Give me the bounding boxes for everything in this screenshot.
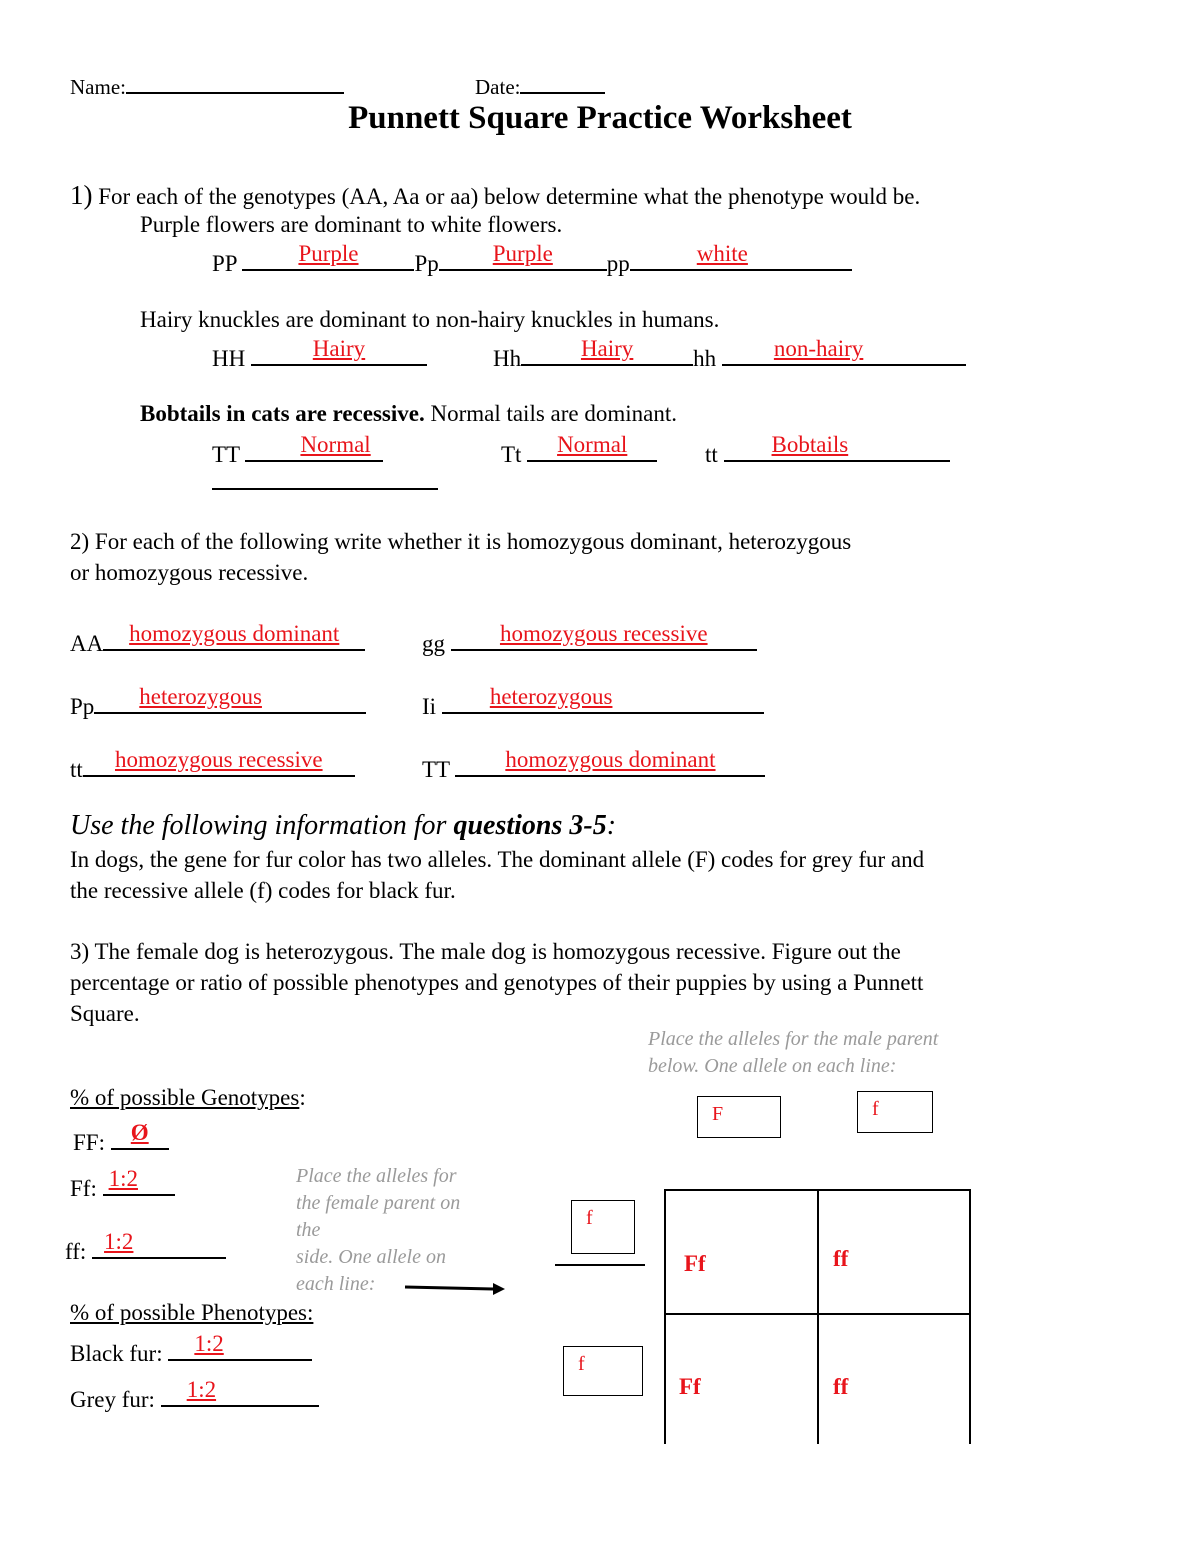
female-hint-line: the female parent on [296, 1192, 461, 1214]
answer-blank[interactable] [455, 749, 765, 777]
q2-item [422, 686, 764, 720]
flowers-statement: Purple flowers are dominant to white flowers. [140, 212, 563, 237]
punnett-cell[interactable]: ff [833, 1374, 849, 1399]
answer-blank[interactable] [442, 686, 764, 714]
grid-line [969, 1189, 971, 1444]
allele-text: F [712, 1103, 724, 1125]
answer-text: heterozygous [139, 684, 262, 709]
genotype-label: TT [422, 757, 450, 782]
name-field [70, 72, 344, 100]
genotype-label: ff: [65, 1239, 87, 1264]
tails-row [212, 434, 383, 468]
info-heading-bold: questions 3-5 [453, 810, 607, 841]
tails-row-2 [501, 434, 657, 468]
tails-statement-bold: Bobtails in cats are recessive. [140, 401, 425, 426]
tails-statement [140, 401, 677, 427]
male-allele-box[interactable] [697, 1096, 781, 1138]
answer-blank[interactable] [161, 1379, 319, 1407]
info-heading-italic: Use the following information for [70, 810, 454, 841]
answer-blank[interactable] [94, 686, 366, 714]
knuckles-statement: Hairy knuckles are dominant to non-hairy knuckles in humans. [140, 307, 720, 332]
phenotypes-heading-text: % of possible Phenotypes: [70, 1300, 314, 1325]
answer-blank[interactable] [439, 243, 607, 271]
date-label: Date: [475, 75, 521, 99]
male-hint-line: below. One allele on each line: [648, 1055, 897, 1077]
answer-text: homozygous recessive [114, 747, 323, 772]
phenotype-grey [70, 1379, 319, 1413]
info-heading-end: : [606, 810, 617, 841]
genotype-label: tt [705, 442, 718, 467]
genotype-label: PP [212, 251, 237, 276]
answer-text: Purple [298, 241, 359, 266]
genotype-label: pp [606, 251, 630, 276]
answer-blank[interactable] [103, 623, 365, 651]
genotype-label: Hh [493, 346, 522, 371]
answer-text: Normal [300, 432, 371, 457]
answer-blank[interactable] [245, 434, 383, 462]
q2-prompt-line2: or homozygous recessive. [70, 560, 309, 585]
q2-prompt-line1: 2) For each of the following write whether it is homozygous dominant, heterozygous [70, 529, 852, 554]
female-hint-line: the [296, 1219, 321, 1241]
genotype-label: Pp [414, 251, 439, 276]
female-hint-line: Place the alleles for [296, 1165, 457, 1187]
q3-line3: Square. [70, 1001, 140, 1026]
answer-blank[interactable] [111, 1122, 169, 1150]
answer-blank[interactable] [251, 338, 427, 366]
genotype-label: Ii [422, 694, 437, 719]
punnett-cell[interactable]: Ff [684, 1251, 706, 1276]
answer-text: Bobtails [771, 432, 849, 457]
female-allele-line [555, 1264, 645, 1266]
extra-blank-line[interactable] [212, 488, 438, 490]
q1-prompt [70, 180, 920, 211]
info-heading [70, 810, 616, 842]
genotype-label: AA [70, 631, 104, 656]
female-hint-line: side. One allele on [296, 1246, 446, 1268]
answer-text: non-hairy [773, 336, 864, 361]
answer-text: homozygous recessive [499, 621, 708, 646]
answer-blank[interactable] [168, 1333, 312, 1361]
genotype-label: TT [212, 442, 240, 467]
answer-text: Normal [557, 432, 628, 457]
female-allele-box[interactable] [563, 1346, 643, 1396]
q2-item [70, 686, 366, 720]
answer-blank[interactable] [527, 434, 657, 462]
q2-item [70, 749, 355, 783]
tails-statement-rest: Normal tails are dominant. [424, 401, 677, 426]
q1-number: 1) [70, 180, 93, 210]
genotypes-heading-colon: : [299, 1085, 306, 1110]
answer-text: homozygous dominant [129, 621, 340, 646]
phenotype-label: Black fur: [70, 1341, 163, 1366]
name-label: Name: [70, 75, 126, 99]
answer-blank[interactable] [630, 243, 852, 271]
knuckles-row-2 [493, 338, 966, 372]
male-allele-box[interactable] [857, 1091, 933, 1133]
female-allele-box[interactable] [571, 1200, 635, 1254]
answer-blank[interactable] [724, 434, 950, 462]
genotypes-heading-text: % of possible Genotypes [70, 1085, 300, 1110]
answer-text: white [696, 241, 748, 266]
genotype-label: Pp [70, 694, 95, 719]
answer-blank[interactable] [103, 1168, 175, 1196]
phenotypes-heading [70, 1300, 313, 1326]
answer-text: Purple [492, 241, 553, 266]
genotype-ff-lower [65, 1231, 226, 1265]
knuckles-row [212, 338, 427, 372]
q2-item [422, 749, 765, 783]
allele-text: f [578, 1353, 585, 1375]
punnett-cell[interactable]: Ff [679, 1374, 701, 1399]
flowers-row [212, 243, 852, 277]
allele-text: f [586, 1207, 593, 1229]
genotype-ff-hetero [70, 1168, 175, 1202]
answer-blank[interactable] [92, 1231, 226, 1259]
genotype-label: FF: [73, 1130, 105, 1155]
tails-row-3 [705, 434, 950, 468]
answer-text: heterozygous [489, 684, 613, 709]
genotype-ff-upper [73, 1122, 169, 1156]
answer-text: 1:2 [104, 1229, 134, 1254]
q2-item [70, 623, 365, 657]
answer-text: 1:2 [194, 1331, 224, 1356]
q3-line1: 3) The female dog is heterozygous. The male dog is homozygous recessive. Figure out the [70, 939, 901, 964]
name-blank[interactable] [126, 72, 344, 94]
answer-text: Hairy [312, 336, 366, 361]
genotype-label: HH [212, 346, 246, 371]
punnett-cell[interactable]: ff [833, 1246, 849, 1271]
genotype-label: Tt [501, 442, 522, 467]
answer-text: Hairy [580, 336, 634, 361]
q1-prompt-text: For each of the genotypes (AA, Aa or aa) below determine what the phenotype would be. [98, 184, 921, 209]
answer-blank[interactable] [83, 749, 355, 777]
female-hint-line: each line: [296, 1273, 376, 1295]
genotype-label: hh [693, 346, 717, 371]
genotype-label: Ff: [70, 1176, 97, 1201]
page-title: Punnett Square Practice Worksheet [348, 100, 852, 136]
answer-blank[interactable] [521, 338, 693, 366]
answer-text: Ø [130, 1120, 149, 1145]
answer-text: 1:2 [186, 1377, 217, 1402]
answer-text: homozygous dominant [505, 747, 716, 772]
answer-blank[interactable] [722, 338, 966, 366]
answer-blank[interactable] [242, 243, 414, 271]
phenotype-black [70, 1333, 312, 1367]
q3-line2: percentage or ratio of possible phenotypes and genotypes of their puppies by using a Punnett [70, 970, 924, 995]
grid-line [817, 1189, 819, 1444]
answer-text: 1:2 [108, 1166, 138, 1191]
answer-blank[interactable] [451, 623, 757, 651]
grid-line [664, 1189, 666, 1444]
date-field [475, 72, 605, 100]
male-hint-line: Place the alleles for the male parent [648, 1028, 939, 1050]
phenotype-label: Grey fur: [70, 1387, 155, 1412]
genotype-label: gg [422, 631, 445, 656]
date-blank[interactable] [520, 72, 605, 94]
genotype-label: tt [70, 757, 83, 782]
q2-item [422, 623, 757, 657]
male-parent-hint [648, 1026, 938, 1080]
genotypes-heading [70, 1085, 306, 1111]
info-line1: In dogs, the gene for fur color has two alleles. The dominant allele (F) codes for grey fur and [70, 847, 925, 872]
arrow-right-icon [403, 1278, 507, 1298]
allele-text: f [872, 1098, 879, 1120]
info-line2: the recessive allele (f) codes for black fur. [70, 878, 456, 903]
